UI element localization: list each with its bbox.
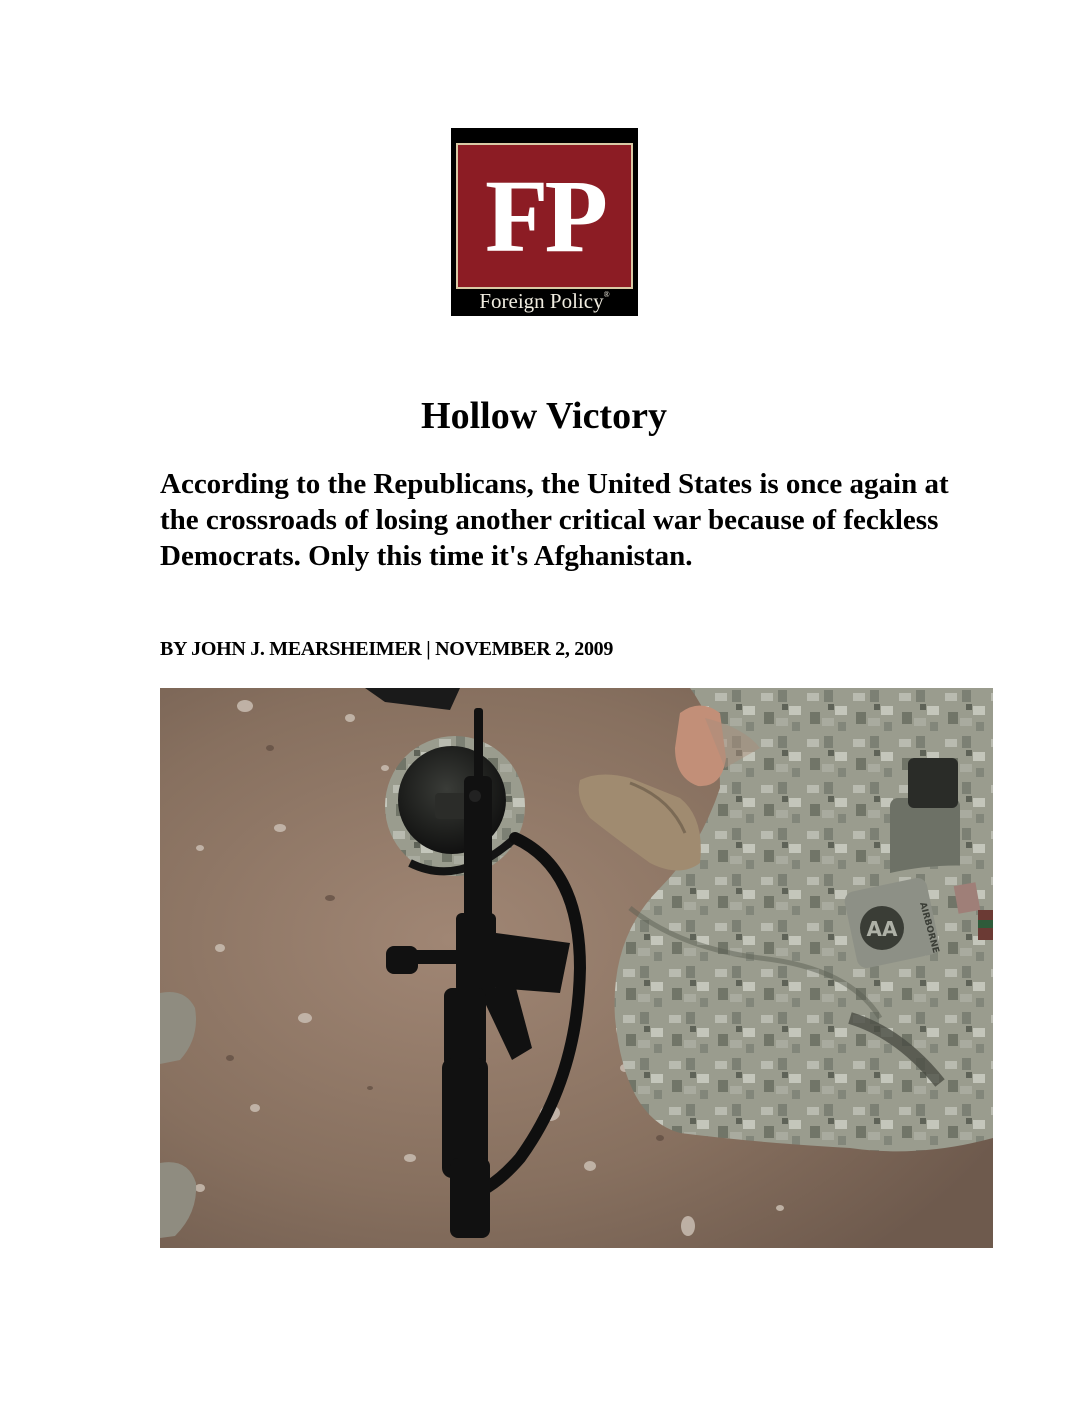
article-dek: According to the Republicans, the United States is once again at the crossroads of losing another critical war because of feckless Democrats. Only this time it's Afghanistan. (160, 468, 949, 572)
logo-registered-mark: ® (603, 290, 610, 299)
patch-mark: AA (866, 917, 898, 941)
article-byline: BY JOHN J. MEARSHEIMER | NOVEMBER 2, 2009 (160, 638, 614, 660)
logo-name-text: Foreign Policy (479, 289, 604, 313)
article-photo (160, 688, 993, 1248)
patch-text: AIRBORNE (917, 901, 941, 955)
logo-wordmark (456, 291, 633, 312)
logo-red-panel (456, 143, 633, 289)
photo-illustration (160, 688, 993, 1248)
logo-letters: FP (484, 159, 605, 274)
foreign-policy-logo (451, 128, 638, 316)
article-title: Hollow Victory (421, 395, 667, 437)
helmet (385, 736, 525, 876)
